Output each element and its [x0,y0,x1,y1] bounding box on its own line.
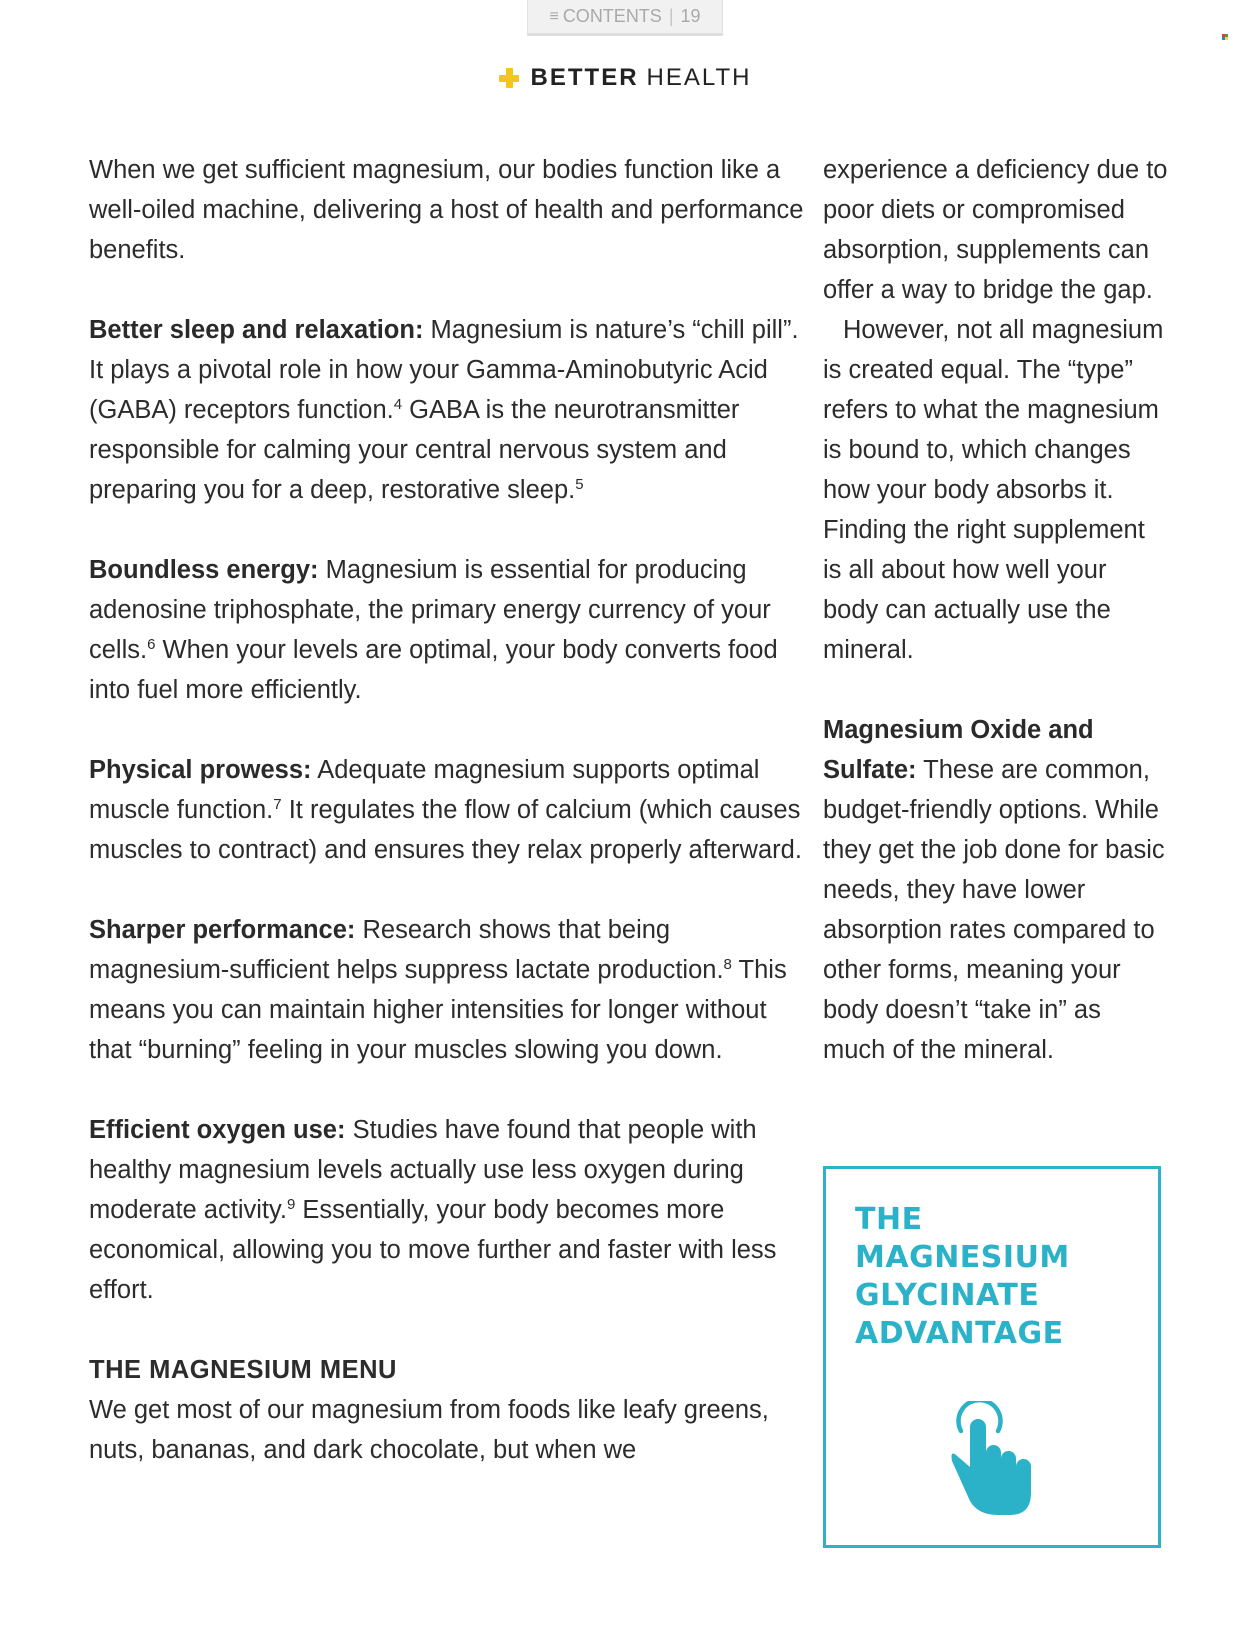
benefit-text: Research shows that being magnesium-sufficient helps suppress lactate production. [89,916,724,984]
benefit-title: Sharper performance: [89,916,356,944]
benefit-title: Boundless energy: [89,556,319,584]
benefit-paragraph [89,750,804,870]
benefit-text: This means you can maintain higher intensities for longer without that “burning” feeling in your muscles slowing you down. [89,956,787,1064]
footnote-ref: 9 [286,1196,296,1213]
tap-hand-icon [948,1401,1038,1521]
benefit-paragraph [89,910,804,1070]
benefit-text: It regulates the flow of calcium (which causes muscles to contract) and ensures they relax properly afterward. [89,796,802,864]
corner-logo-icon [1222,34,1229,41]
footnote-ref: 8 [723,956,732,973]
plus-icon [499,68,519,88]
footnote-ref: 4 [393,396,403,413]
left-column [89,150,804,1510]
benefit-title: Efficient oxygen use: [89,1116,346,1144]
oxide-paragraph [823,710,1168,1070]
contents-label: CONTENTS [562,6,662,26]
section-title-light: HEALTH [646,64,752,91]
menu-heading: THE MAGNESIUM MENU [89,1356,397,1384]
glycinate-callout-link[interactable] [823,1166,1161,1548]
menu-paragraph: We get most of our magnesium from foods like leafy greens, nuts, bananas, and dark chocolate, but when we [89,1396,769,1464]
right-column [823,150,1168,1110]
benefit-text: Essentially, your body becomes more economical, allowing you to move further and faster with less effort. [89,1196,777,1304]
footnote-ref: 7 [273,796,282,813]
contents-button[interactable] [527,0,723,36]
benefit-text: GABA is the neurotransmitter responsible for calming your central nervous system and preparing you for a deep, restorative sleep. [89,396,740,504]
menu-icon: ≡ [549,7,559,25]
benefit-paragraph [89,1110,804,1310]
benefit-text: Magnesium is essential for producing adenosine triphosphate, the primary energy currency of your cells. [89,556,771,664]
benefit-text: Adequate magnesium supports optimal muscle function. [89,756,760,824]
benefit-paragraph [89,550,804,710]
benefit-text: When your levels are optimal, your body converts food into fuel more efficiently. [89,636,778,704]
oxide-title: Magnesium Oxide and Sulfate: [823,716,1094,784]
section-header [0,64,1250,92]
footnote-ref: 5 [575,476,584,493]
divider: | [668,6,674,26]
benefit-title: Physical prowess: [89,756,312,784]
benefit-text: Magnesium is nature’s “chill pill”. It plays a pivotal role in how your Gamma-Aminobutyric Acid (GABA) receptors function. [89,316,799,424]
however-paragraph: However, not all magnesium is created equal. The “type” refers to what the magnesium is bound to, which changes how your body absorbs it. Finding the right supplement is all about how well your body can actually use the mineral. [823,316,1164,664]
benefit-text: Studies have found that people with healthy magnesium levels actually use less oxygen during moderate activity. [89,1116,757,1224]
intro-paragraph: When we get sufficient magnesium, our bodies function like a well-oiled machine, delivering a host of health and performance benefits. [89,156,804,264]
continued-paragraph: experience a deficiency due to poor diets or compromised absorption, supplements can offer a way to bridge the gap. [823,156,1168,304]
page-number: 19 [680,6,701,26]
benefit-paragraph [89,310,804,510]
callout-title: THE MAGNESIUM GLYCINATE ADVANTAGE [855,1202,1070,1351]
benefit-title: Better sleep and relaxation: [89,316,424,344]
footnote-ref: 6 [147,636,156,653]
section-title-bold: BETTER [530,64,639,91]
oxide-text: These are common, budget-friendly options. While they get the job done for basic needs, they have lower absorption rates compared to other forms, meaning your body doesn’t “take in” as much of the mineral. [823,756,1165,1064]
